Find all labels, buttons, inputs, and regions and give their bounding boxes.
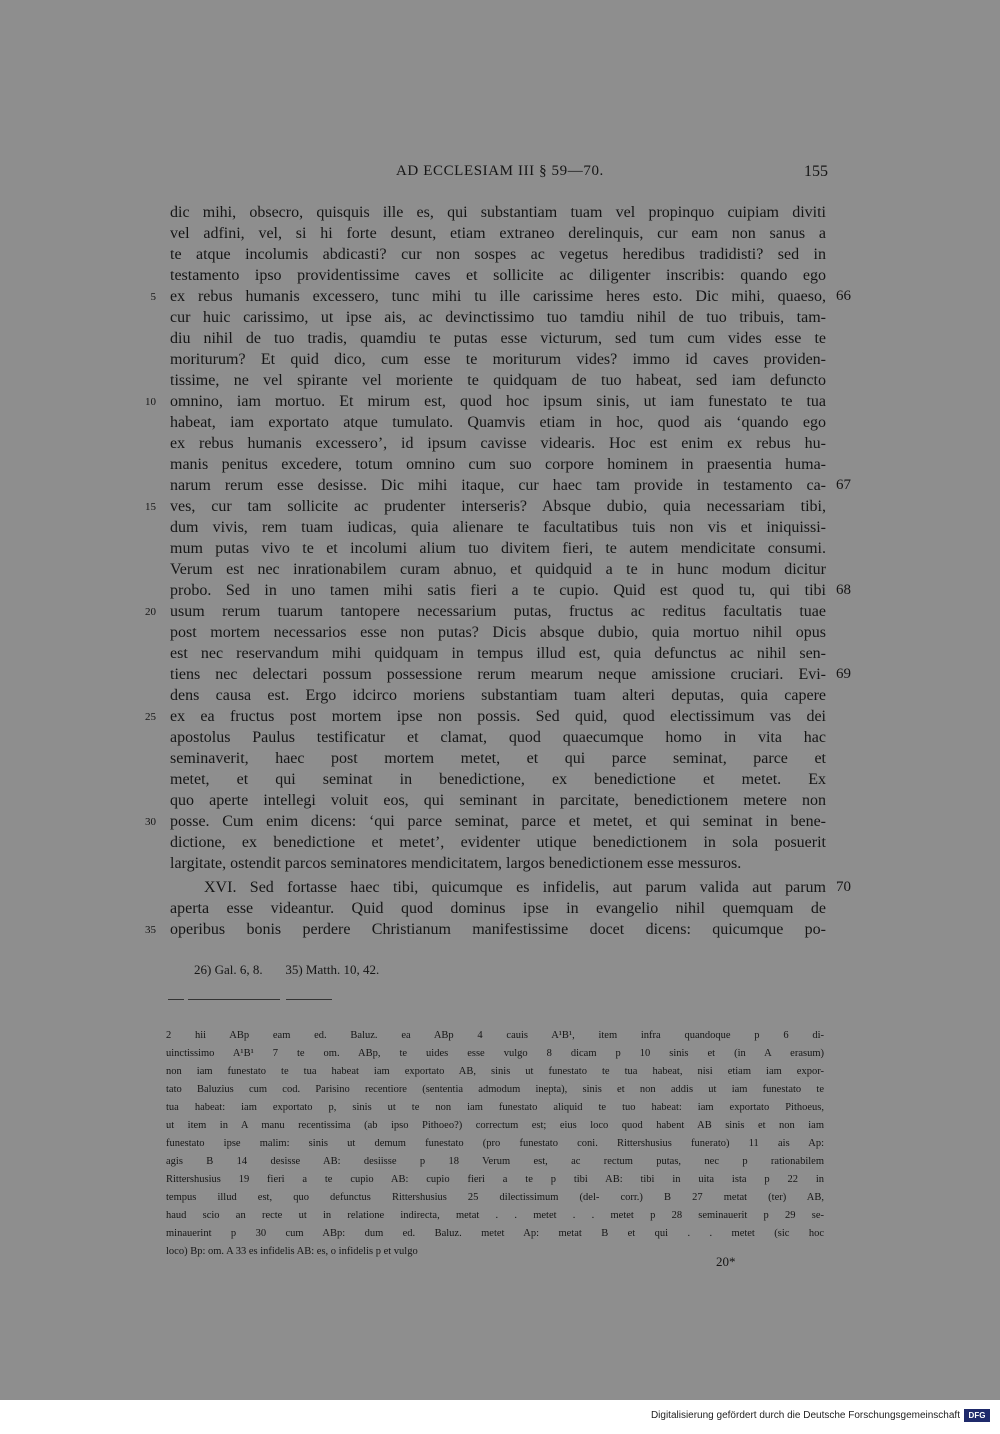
line-number: 35 [145,924,156,936]
apparatus-line: ut item in A manu recentissima (ab ipso Pithoeo?) correctum est; eius loco quod habent AB sinis et non iam [166,1120,824,1131]
text-line: tiens nec delectari possum possessione rerum mearum neque amissione cruciari. Evi- [170,666,826,683]
scripture-references: 26) Gal. 6, 8. 35) Matth. 10, 42. [194,962,380,977]
apparatus-line: funestato ipse malim: sinis ut demum funestato (pro funestato coni. Rittershusius funerato) 11 ais Ap: [166,1138,824,1149]
section-number: 69 [836,666,851,682]
text-line: quo aperte intellegi voluit eos, qui seminant in parcitate, benedictionem metere non [170,792,826,809]
apparatus-line: tua habeat: iam exportato p, sinis ut te non iam funestato aliquid te tuo habeat: iam exportato Pithoeus, [166,1102,824,1113]
apparatus-line: loco) Bp: om. A 33 es infidelis AB: es, o infidelis p et vulgo [166,1246,418,1257]
apparatus-line: uinctissimo A¹B¹ 7 te om. ABp, te uides esse vulgo 8 dicam p 10 sinis et (in A erasum) [166,1048,824,1059]
running-header: AD ECCLESIAM III § 59—70. [396,163,604,179]
digitization-footer [0,1400,1000,1434]
text-line: largitate, ostendit parcos seminatores mendicitatem, largos benedictionem esse messuros. [170,855,742,872]
text-line: omnino, iam mortuo. Et mirum est, quod hoc ipsum sinis, ut iam funestato te tua [170,393,826,410]
text-line: apostolus Paulus testificatur et clamat, quod quaecumque homo in vita hac [170,729,826,746]
text-line: est nec reservandum mihi quidquam in tempus illud est, quia defunctus ac nihil sen- [170,645,826,662]
apparatus-line: haud scio an recte ut in relatione indirecta, metat . . metet . . metet p 28 seminauerit p 29 se- [166,1210,824,1221]
text-line: manis penitus excedere, totum omnino cum suo corpore hominem in praesentia huma- [170,456,826,473]
text-line: operibus bonis perdere Christianum manifestissime docet dicens: quicumque po- [170,921,826,938]
text-line: dic mihi, obsecro, quisquis ille es, qui substantiam tuam vel propinquo cuipiam diviti [170,204,826,221]
line-number: 5 [150,291,156,303]
apparatus-line: Rittershusius 19 fieri a te cupio AB: cupio fieri a te p tibi AB: tibi in uita ista p 22 in [166,1174,824,1185]
section-number: 67 [836,477,851,493]
funding-credit: Digitalisierung gefördert durch die Deutsche Forschungsgemeinschaft [650,1410,960,1421]
dfg-logo[interactable]: DFG [964,1409,990,1422]
section-number: 68 [836,582,851,598]
line-number: 20 [145,606,156,618]
signature-mark: 20* [716,1254,736,1269]
apparatus-rule [188,999,280,1000]
line-number: 30 [145,816,156,828]
text-line: testamento ipso providentissime caves et sollicite ac diligenter inscribis: quando ego [170,267,826,284]
text-line: XVI. Sed fortasse haec tibi, quicumque es infidelis, aut parum valida aut parum [204,879,826,896]
text-line: diu nihil de tuo tradis, quamdiu te putas esse victurum, sed tum cum vides esse te [170,330,826,347]
apparatus-line: tempus illud est, quo defunctus Rittershusius 25 dilectissimum (del- corr.) B 27 metat (ter) AB, [166,1192,824,1203]
apparatus-line: 2 hii ABp eam ed. Baluz. ea ABp 4 cauis A¹B¹, item infra quandoque p 6 di- [166,1030,824,1041]
text-line: dictione, ex benedictione et metet’, evidenter utique benedictionem in sola posuerit [170,834,826,851]
text-line: mum putas vivo te et incolumi alium tuo divitem fieri, te autem mendicitate consumi. [170,540,826,557]
line-number: 10 [145,396,156,408]
section-number: 66 [836,288,851,304]
text-line: ex rebus humanis excessero’, id ipsum cavisse videaris. Hoc est enim ex rebus hu- [170,435,826,452]
line-number: 15 [145,501,156,513]
apparatus-line: agis B 14 desisse AB: desiisse p 18 Verum est, ac rectum putas, nec p rationabilem [166,1156,824,1167]
text-line: narum rerum esse desisse. Dic mihi itaque, cur haec tam provide in testamento ca- [170,477,826,494]
apparatus-line: tato Baluzius cum cod. Parisino recentiore (sententia admodum inepta), sinis et non addis ut iam funestato te [166,1084,824,1095]
text-line: Verum est nec inrationabilem curam abnuo, et quidquid a te in hunc modum dicitur [170,561,826,578]
text-line: usum rerum tuarum tantopere necessarium putas, fructus ac reditus facultatis tuae [170,603,826,620]
text-line: post mortem necessarios esse non putas? Dicis absque dubio, quia mortuo nihil opus [170,624,826,641]
apparatus-rule [168,999,184,1000]
text-line: seminaverit, haec post mortem metet, et qui parce seminat, parce et [170,750,826,767]
text-line: moriturum? Et quid dico, cum esse te moriturum vides? immo id caves providen- [170,351,826,368]
text-line: cur huic carissimo, ut ipse ais, ac devinctissimo tuo tamdiu nihil de tuo tribuis, tam- [170,309,826,326]
page-number: 155 [804,163,828,180]
text-line: habeat, iam exportato atque tumulato. Quamvis etiam in hoc, quod ais ‘quando ego [170,414,826,431]
text-line: ex rebus humanis excessero, tunc mihi tu ille carissime heres esto. Dic mihi, quaeso, [170,288,826,305]
text-line: metet, et qui seminat in benedictione, ex benedictione et metet. Ex [170,771,826,788]
section-number: 70 [836,879,851,895]
text-line: te atque incolumis abdicasti? cur non sospes ac vegetus heredibus tradidisti? sed in [170,246,826,263]
apparatus-line: non iam funestato te tua habeat iam exportato AB, sinis ut funestato te tua habeat, nisi etiam iam expor- [166,1066,824,1077]
text-line: dum vivis, rem tuam iudicas, quia alienare te facultatibus tuis non vis et iniquissi- [170,519,826,536]
text-line: ex ea fructus post mortem ipse non possis. Sed quid, quod electissimum vas dei [170,708,826,725]
text-line: vel adfini, vel, si hi forte desunt, etiam extraneo derelinquis, cur eam non sanus a [170,225,826,242]
text-line: probo. Sed in uno tamen mihi satis fieri a te cupio. Quid est quod tu, qui tibi [170,582,826,599]
apparatus-line: minauerint p 30 cum ABp: dum ed. Baluz. metet Ap: metat B et qui . . metet (sic hoc [166,1228,824,1239]
text-line: posse. Cum enim dicens: ‘qui parce seminat, parce et metet, et qui seminat in bene- [170,813,826,830]
line-number: 25 [145,711,156,723]
text-line: dens causa est. Ergo idcirco moriens substantiam tuam alteri deputas, quia capere [170,687,826,704]
text-line: tissime, ne vel spirante vel moriente te quidquam de tuo habeat, sed iam defuncto [170,372,826,389]
text-line: ves, cur tam sollicite ac prudenter interseris? Absque dubio, quia necessariam tibi, [170,498,826,515]
apparatus-rule [286,999,332,1000]
text-line: aperta esse videantur. Quid quod dominus ipse in evangelio nihil quemquam de [170,900,826,917]
